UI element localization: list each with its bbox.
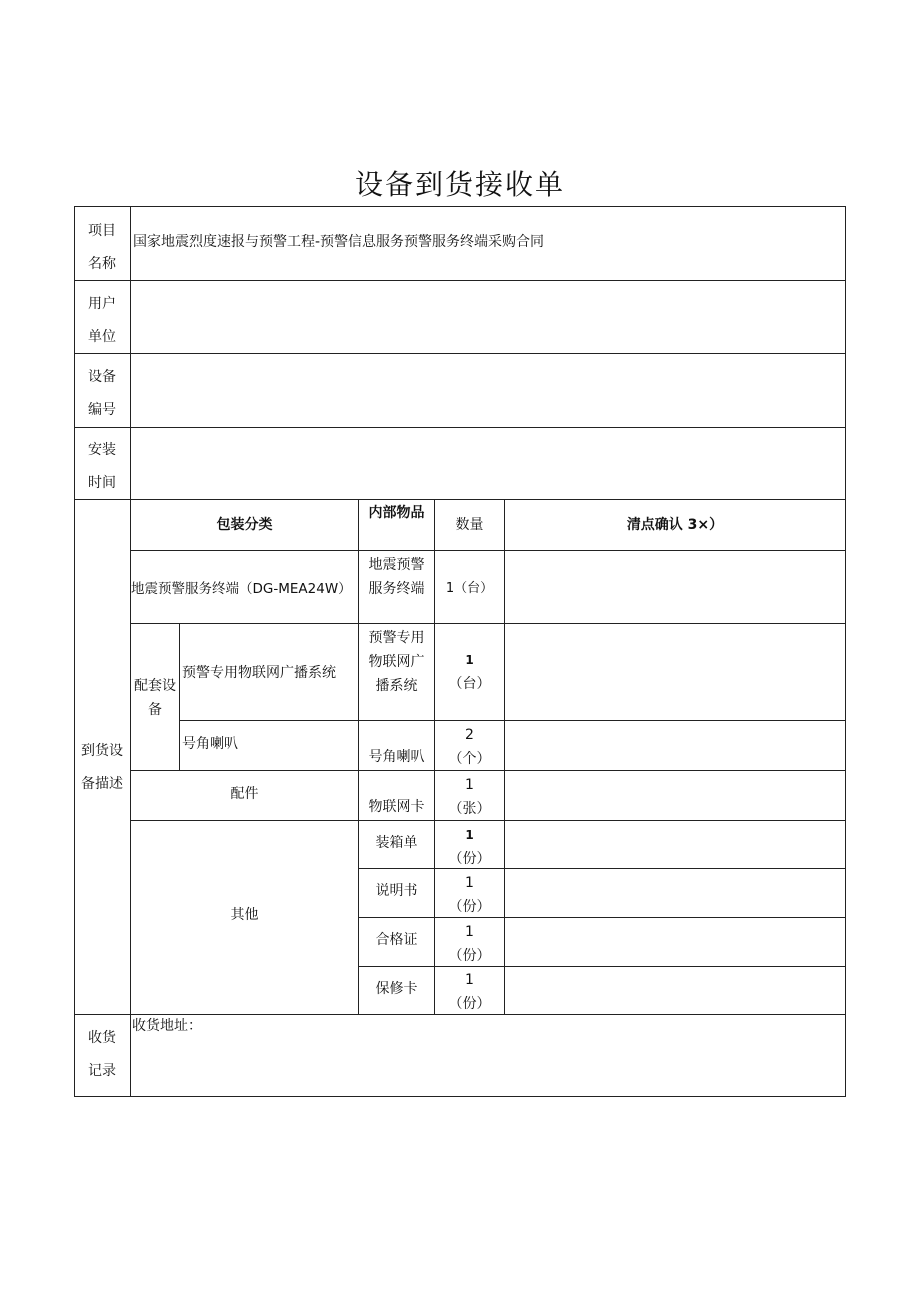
parts-category: 配件 <box>230 786 259 802</box>
other-confirm-manual[interactable] <box>505 869 845 917</box>
user-unit-value[interactable] <box>131 300 845 340</box>
horn-speaker-quantity: 2 （个） <box>448 727 491 767</box>
header-category: 包装分类 <box>216 517 273 533</box>
support-equipment-label: 配套设 备 <box>134 678 176 718</box>
other-qty-warranty-card: 1 （份） <box>448 972 491 1012</box>
receipt-record-label: 收货 记录 <box>88 1030 116 1079</box>
horn-speaker-confirm[interactable] <box>505 721 845 770</box>
other-item-certificate: 合格证 <box>375 932 418 948</box>
header-quantity: 数量 <box>455 517 484 533</box>
shipping-address-field[interactable] <box>132 1015 844 1095</box>
horn-speaker-category: 号角喇叭 <box>182 736 238 752</box>
header-confirm: 清点确认 3×） <box>626 517 724 533</box>
device-number-value[interactable] <box>131 373 845 413</box>
document-title: 设备到货接收单 <box>354 168 565 201</box>
terminal-category: 地震预警服务终端（DG-MEA24W） <box>131 581 352 597</box>
user-unit-label: 用户 单位 <box>88 296 116 345</box>
other-qty-packing-list: 1 （份） <box>448 828 491 867</box>
horn-speaker-item: 号角喇叭 <box>368 749 425 765</box>
parts-confirm[interactable] <box>505 771 845 820</box>
other-qty-certificate: 1 （份） <box>448 924 491 964</box>
project-name-value: 国家地震烈度速报与预警工程-预警信息服务预警服务终端采购合同 <box>133 234 545 250</box>
install-time-label: 安装 时间 <box>88 442 116 491</box>
broadcast-system-category: 预警专用物联网广播系统 <box>182 665 336 681</box>
other-confirm-warranty-card[interactable] <box>505 967 845 1014</box>
other-item-packing-list: 装箱单 <box>375 835 418 851</box>
other-qty-manual: 1 （份） <box>448 875 491 915</box>
broadcast-system-confirm[interactable] <box>505 624 845 720</box>
shipping-address-label: 收货地址： <box>132 1018 202 1034</box>
broadcast-system-item: 预警专用 物联网广 播系统 <box>368 630 425 694</box>
parts-quantity: 1 （张） <box>448 777 491 817</box>
device-number-label: 设备 编号 <box>88 369 116 418</box>
broadcast-system-quantity: 1 （台） <box>448 653 491 692</box>
other-item-manual: 说明书 <box>375 883 418 899</box>
header-items: 内部物品 <box>368 505 425 521</box>
terminal-quantity: 1（台） <box>445 581 494 596</box>
project-name-label: 项目 名称 <box>88 223 116 272</box>
other-confirm-packing-list[interactable] <box>505 821 845 868</box>
terminal-item: 地震预警 服务终端 <box>368 557 425 597</box>
other-item-warranty-card: 保修卡 <box>375 981 418 997</box>
install-time-value[interactable] <box>131 446 845 486</box>
terminal-confirm[interactable] <box>505 551 845 623</box>
other-confirm-certificate[interactable] <box>505 918 845 966</box>
parts-item: 物联网卡 <box>368 799 425 815</box>
other-category: 其他 <box>230 907 259 923</box>
arrival-description-label: 到货设 备描述 <box>81 743 123 792</box>
